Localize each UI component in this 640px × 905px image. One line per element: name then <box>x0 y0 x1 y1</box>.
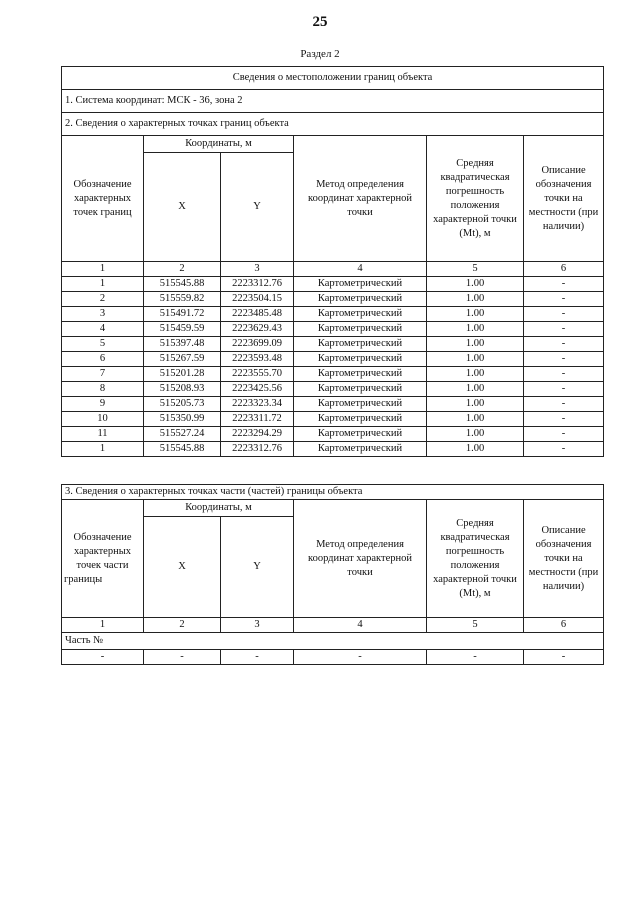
cell-error: 1.00 <box>427 307 524 322</box>
cell-id: 1 <box>62 277 144 292</box>
header-coordinates: Координаты, м <box>144 136 294 153</box>
part-label: Часть № <box>62 633 604 650</box>
cell-desc: - <box>524 367 604 382</box>
cell-error: 1.00 <box>427 292 524 307</box>
cell-id: 4 <box>62 322 144 337</box>
header-description: Описание обозначения точки на местности (при наличии) <box>524 500 604 618</box>
cell-id: 10 <box>62 412 144 427</box>
cell-x: 515201.28 <box>144 367 221 382</box>
table-row <box>62 397 604 412</box>
table-title: Сведения о местоположении границ объекта <box>62 67 604 90</box>
cell-method: Картометрический <box>294 382 427 397</box>
cell-error: 1.00 <box>427 352 524 367</box>
part-row <box>62 650 604 665</box>
header-error: Средняя квадратическая погрешность положения характерной точки (Mt), м <box>427 136 524 262</box>
cell-error: 1.00 <box>427 397 524 412</box>
table-row <box>62 412 604 427</box>
cell-method: Картометрический <box>294 367 427 382</box>
cell-x: 515397.48 <box>144 337 221 352</box>
cell-method: Картометрический <box>294 277 427 292</box>
cell-y: 2223425.56 <box>221 382 294 397</box>
cell-error: 1.00 <box>427 427 524 442</box>
column-number-row <box>62 618 604 633</box>
boundary-table <box>61 66 604 457</box>
column-number: 6 <box>524 618 604 633</box>
cell-desc: - <box>524 382 604 397</box>
cell-desc: - <box>524 337 604 352</box>
column-number: 2 <box>144 618 221 633</box>
header-point-designation: Обозначение характерных точек границ <box>62 136 144 262</box>
cell-desc: - <box>524 427 604 442</box>
cell-method: Картометрический <box>294 397 427 412</box>
part-cell: - <box>427 650 524 665</box>
header-method: Метод определения координат характерной точки <box>294 136 427 262</box>
cell-id: 6 <box>62 352 144 367</box>
header-y: Y <box>221 517 294 618</box>
cell-error: 1.00 <box>427 412 524 427</box>
cell-desc: - <box>524 307 604 322</box>
table-row <box>62 292 604 307</box>
cell-desc: - <box>524 412 604 427</box>
cell-method: Картометрический <box>294 322 427 337</box>
table-row <box>62 382 604 397</box>
part-cell: - <box>524 650 604 665</box>
column-number: 1 <box>62 262 144 277</box>
table-row <box>62 337 604 352</box>
cell-error: 1.00 <box>427 337 524 352</box>
part-cell: - <box>144 650 221 665</box>
table-row <box>62 322 604 337</box>
part-cell: - <box>221 650 294 665</box>
section2-title: 2. Сведения о характерных точках границ объекта <box>62 113 604 136</box>
column-number: 1 <box>62 618 144 633</box>
cell-desc: - <box>524 442 604 457</box>
cell-y: 2223555.70 <box>221 367 294 382</box>
cell-x: 515208.93 <box>144 382 221 397</box>
cell-y: 2223629.43 <box>221 322 294 337</box>
column-number: 5 <box>427 618 524 633</box>
cell-y: 2223312.76 <box>221 442 294 457</box>
cell-method: Картометрический <box>294 337 427 352</box>
cell-desc: - <box>524 292 604 307</box>
cell-y: 2223323.34 <box>221 397 294 412</box>
cell-id: 5 <box>62 337 144 352</box>
cell-x: 515527.24 <box>144 427 221 442</box>
column-number: 4 <box>294 262 427 277</box>
cell-id: 2 <box>62 292 144 307</box>
cell-desc: - <box>524 277 604 292</box>
column-number: 5 <box>427 262 524 277</box>
cell-x: 515459.59 <box>144 322 221 337</box>
cell-id: 8 <box>62 382 144 397</box>
cell-x: 515350.99 <box>144 412 221 427</box>
cell-y: 2223311.72 <box>221 412 294 427</box>
cell-desc: - <box>524 397 604 412</box>
header-coordinates: Координаты, м <box>144 500 294 517</box>
cell-y: 2223312.76 <box>221 277 294 292</box>
cell-desc: - <box>524 322 604 337</box>
cell-method: Картометрический <box>294 307 427 322</box>
table-row <box>62 277 604 292</box>
cell-id: 7 <box>62 367 144 382</box>
cell-y: 2223699.09 <box>221 337 294 352</box>
cell-x: 515559.82 <box>144 292 221 307</box>
cell-id: 1 <box>62 442 144 457</box>
cell-y: 2223294.29 <box>221 427 294 442</box>
part-boundary-table <box>61 484 604 665</box>
table-row <box>62 367 604 382</box>
cell-method: Картометрический <box>294 427 427 442</box>
header-error: Средняя квадратическая погрешность положения характерной точки (Mt), м <box>427 500 524 618</box>
column-number: 2 <box>144 262 221 277</box>
cell-y: 2223504.15 <box>221 292 294 307</box>
header-y: Y <box>221 153 294 262</box>
part-cell: - <box>294 650 427 665</box>
cell-desc: - <box>524 352 604 367</box>
header-description: Описание обозначения точки на местности (при наличии) <box>524 136 604 262</box>
table-row <box>62 352 604 367</box>
cell-error: 1.00 <box>427 382 524 397</box>
cell-x: 515267.59 <box>144 352 221 367</box>
cell-error: 1.00 <box>427 277 524 292</box>
part-cell: - <box>62 650 144 665</box>
cell-method: Картометрический <box>294 442 427 457</box>
cell-error: 1.00 <box>427 367 524 382</box>
column-number: 4 <box>294 618 427 633</box>
column-number-row <box>62 262 604 277</box>
page-number: 25 <box>312 14 328 30</box>
coord-system: 1. Система координат: МСК - 36, зона 2 <box>62 90 604 113</box>
cell-error: 1.00 <box>427 322 524 337</box>
table-row <box>62 427 604 442</box>
cell-error: 1.00 <box>427 442 524 457</box>
section-label: Раздел 2 <box>300 48 340 60</box>
column-number: 3 <box>221 262 294 277</box>
header-x: X <box>144 153 221 262</box>
cell-method: Картометрический <box>294 412 427 427</box>
cell-id: 3 <box>62 307 144 322</box>
cell-y: 2223485.48 <box>221 307 294 322</box>
cell-x: 515205.73 <box>144 397 221 412</box>
section3-title: 3. Сведения о характерных точках части (частей) границы объекта <box>62 485 604 500</box>
table-row <box>62 442 604 457</box>
cell-id: 9 <box>62 397 144 412</box>
header-point-designation-part: Обозначение характерных точек части границы <box>62 500 144 618</box>
cell-id: 11 <box>62 427 144 442</box>
table-row <box>62 307 604 322</box>
cell-y: 2223593.48 <box>221 352 294 367</box>
cell-x: 515491.72 <box>144 307 221 322</box>
cell-x: 515545.88 <box>144 442 221 457</box>
column-number: 6 <box>524 262 604 277</box>
cell-x: 515545.88 <box>144 277 221 292</box>
column-number: 3 <box>221 618 294 633</box>
header-x: X <box>144 517 221 618</box>
cell-method: Картометрический <box>294 292 427 307</box>
cell-method: Картометрический <box>294 352 427 367</box>
header-method: Метод определения координат характерной точки <box>294 500 427 618</box>
